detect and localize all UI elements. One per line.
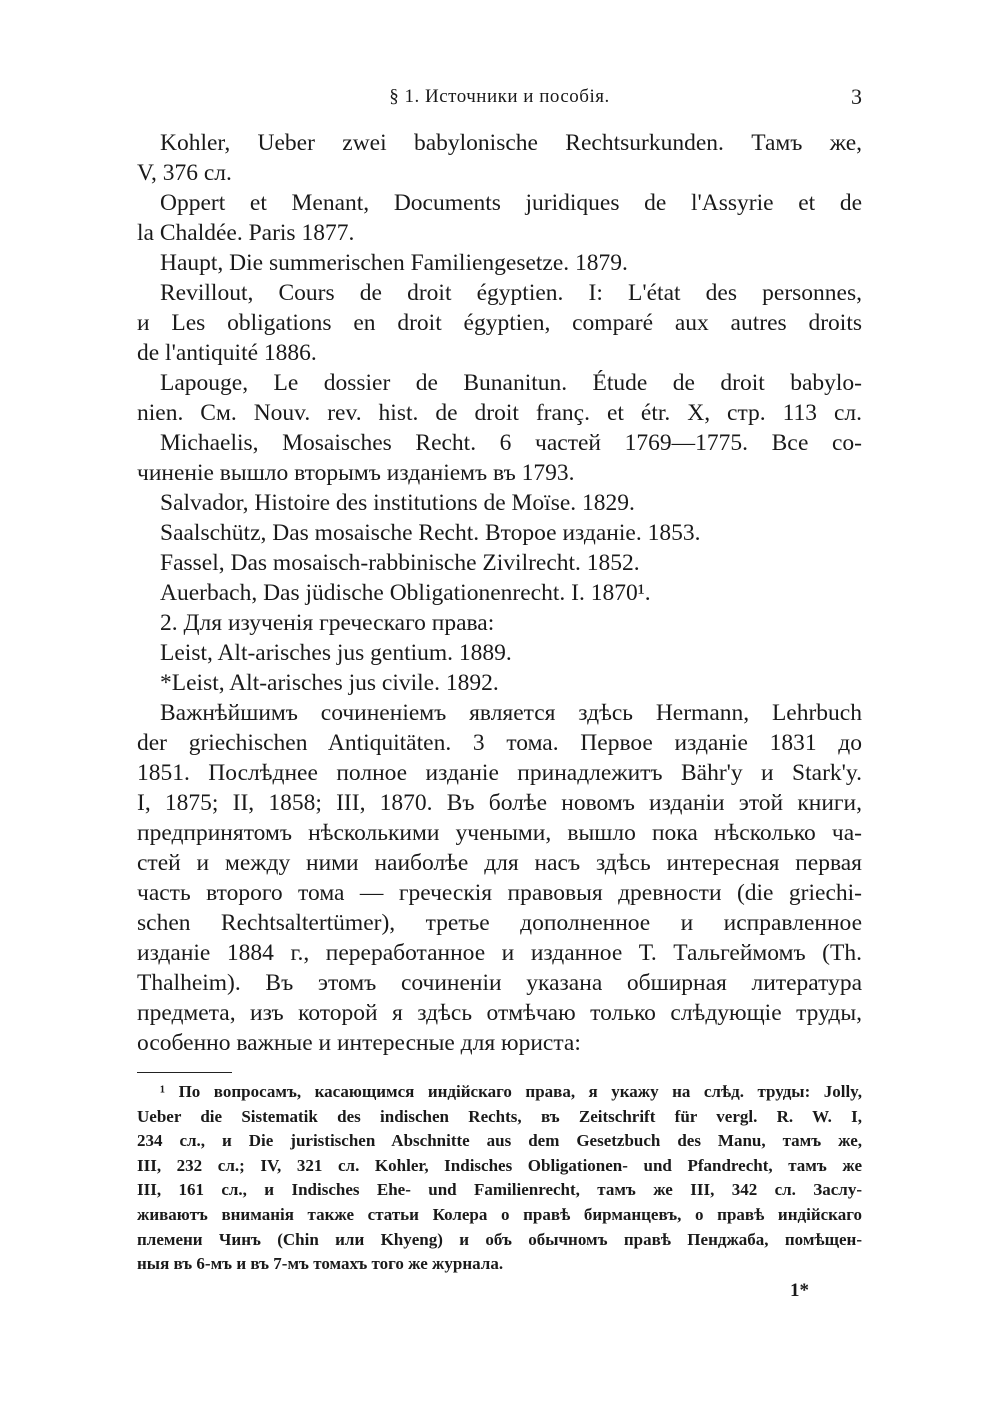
text-line: la Chaldée. Paris 1877. [137,220,355,246]
text-line: Saalschütz, Das mosaische Recht. Второе изданіе. 1853. [160,520,701,546]
text-line: Fassel, Das mosaisch-rabbinische Zivilrecht. 1852. [160,550,640,576]
text-line: Важнѣйшимъ сочиненіемъ является здѣсь Hermann, Lehrbuch [160,700,862,726]
text-line: V, 376 сл. [137,160,232,186]
text-line: чиненіе вышло вторымъ изданіемъ въ 1793. [137,460,575,486]
text-line: Haupt, Die summerischen Familiengesetze. 1879. [160,250,628,276]
footnote-line: III, 232 сл.; IV, 321 сл. Kohler, Indisches Obligationen- und Pfandrecht, тамъ же [137,1155,862,1175]
footnote-line: ныя въ 6-мъ и въ 7-мъ томахъ того же журнала. [137,1254,504,1274]
footnote-line: племени Чинъ (Chin или Khyeng) и объ обычномъ правѣ Пенджаба, помѣщен- [137,1229,862,1249]
page-header [137,86,862,116]
text-line: *Leist, Alt-arisches jus civile. 1892. [160,670,499,696]
footnote-line: ¹ По вопросамъ, касающимся индійскаго права, я укажу на слѣд. труды: Jolly, [160,1082,862,1101]
text-line: Kohler, Ueber zwei babylonische Rechtsurkunden. Тамъ же, [160,130,862,156]
text-line: de l'antiquité 1886. [137,340,317,366]
page-number: 3 [851,84,862,109]
footnotes [137,1080,862,1277]
footnote-line: 234 сл., и Die juristischen Abschnitte aus dem Gesetzbuch des Manu, тамъ же, [137,1131,862,1151]
text-line: Oppert et Menant, Documents juridiques de l'Assyrie et de [160,190,862,216]
footnote-line: живаютъ вниманія также статьи Колера о правѣ бирманцевъ, о правѣ индійскаго [137,1204,862,1224]
text-line: предпринятомъ нѣсколькими учеными, вышло пока нѣсколько ча- [137,820,862,846]
text-line: nien. См. Nouv. rev. hist. de droit franç. et étr. X, стр. 113 сл. [137,400,862,426]
text-line: Auerbach, Das jüdische Obligationenrecht. I. 1870¹. [160,580,651,606]
text-line: особенно важные и интересные для юриста: [137,1030,581,1056]
text-line: часть второго тома — греческія правовыя древности (die griechi- [137,880,862,906]
text-line: Salvador, Histoire des institutions de Moïse. 1829. [160,490,635,516]
text-line: стей и между ними наиболѣе для насъ здѣсь интересная первая [137,850,862,876]
text-line: изданіе 1884 г., переработанное и изданное Т. Тальгеймомъ (Th. [137,940,862,966]
running-title: § 1. Источники и пособія. [389,86,610,107]
text-line: Lapouge, Le dossier de Bunanitun. Étude de droit babylo- [160,370,862,396]
text-line: Leist, Alt-arisches jus gentium. 1889. [160,640,512,666]
text-line: der griechischen Antiquitäten. 3 тома. Первое изданіе 1831 до [137,730,862,756]
text-line: Thalheim). Въ этомъ сочиненіи указана обширная литература [137,970,862,996]
footnote-line: III, 161 сл., и Indisches Ehe- und Familienrecht, тамъ же III, 342 сл. Заслу- [137,1180,862,1200]
signature-mark: 1* [790,1280,809,1301]
text-line: 1851. Послѣднее полное изданіе принадлежитъ Bähr'y и Stark'y. [137,760,862,786]
body-text [137,128,862,1058]
text-line: и Les obligations en droit égyptien, comparé aux autres droits [137,310,862,336]
footnote-rule [137,1072,232,1073]
text-line: предмета, изъ которой я здѣсь отмѣчаю только слѣдующіе труды, [137,1000,862,1026]
text-line: Michaelis, Mosaisches Recht. 6 частей 1769—1775. Все со- [160,430,862,456]
footnote-line: Ueber die Sistematik des indischen Rechts, въ Zeitschrift für vergl. R. W. I, [137,1106,862,1126]
text-line: I, 1875; II, 1858; III, 1870. Въ болѣе новомъ изданіи этой книги, [137,790,862,816]
section-heading: 2. Для изученія греческаго права: [160,610,495,636]
text-line: Revillout, Cours de droit égyptien. I: L'état des personnes, [160,280,862,306]
text-line: schen Rechtsaltertümer), третье дополненное и исправленное [137,910,862,936]
